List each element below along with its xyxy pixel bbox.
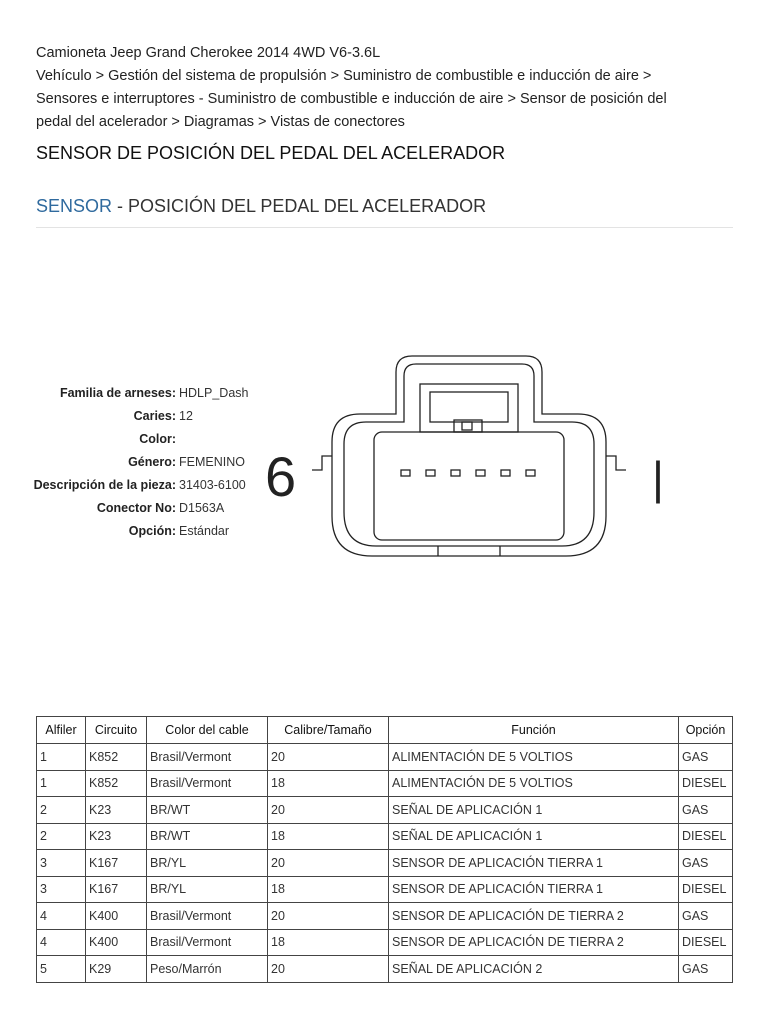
info-row-connector-number xyxy=(0,499,260,522)
cell-pin: 4 xyxy=(37,929,86,956)
cell-function: ALIMENTACIÓN DE 5 VOLTIOS xyxy=(389,770,679,797)
table-row xyxy=(37,770,733,797)
info-label: Familia de arneses: xyxy=(59,386,176,400)
cell-gauge: 20 xyxy=(268,903,389,930)
table-row xyxy=(37,744,733,771)
table-row xyxy=(37,929,733,956)
cell-pin: 3 xyxy=(37,876,86,903)
pin-cavity-6 xyxy=(526,470,535,476)
col-header-wire-color: Color del cable xyxy=(147,717,268,744)
pin-cavity-1 xyxy=(401,470,410,476)
cell-pin: 1 xyxy=(37,744,86,771)
pin-cavity-5 xyxy=(501,470,510,476)
info-row-option xyxy=(0,522,260,545)
cell-wire-color: BR/WT xyxy=(147,797,268,824)
info-value: 12 xyxy=(179,409,193,423)
cell-option: DIESEL xyxy=(679,823,733,850)
col-header-function: Función xyxy=(389,717,679,744)
cell-pin: 2 xyxy=(37,823,86,850)
page-title: SENSOR DE POSICIÓN DEL PEDAL DEL ACELERADOR xyxy=(36,143,506,163)
cell-circuit: K29 xyxy=(86,956,147,983)
connector-diagram xyxy=(262,352,682,567)
cell-function: SEÑAL DE APLICACIÓN 1 xyxy=(389,823,679,850)
info-row-cavities xyxy=(0,407,260,430)
cell-gauge: 20 xyxy=(268,797,389,824)
col-header-pin: Alfiler xyxy=(37,717,86,744)
breadcrumb xyxy=(36,42,726,134)
cell-function: SENSOR DE APLICACIÓN TIERRA 1 xyxy=(389,850,679,877)
cell-gauge: 20 xyxy=(268,850,389,877)
cell-circuit: K23 xyxy=(86,797,147,824)
section-divider xyxy=(36,227,733,228)
cell-pin: 1 xyxy=(37,770,86,797)
breadcrumb-path-line-2[interactable]: Sensores e interruptores - Suministro de combustible e inducción de aire > Sensor de posición del xyxy=(36,91,667,107)
cell-circuit: K400 xyxy=(86,929,147,956)
cell-pin: 4 xyxy=(37,903,86,930)
cell-gauge: 18 xyxy=(268,929,389,956)
cell-function: ALIMENTACIÓN DE 5 VOLTIOS xyxy=(389,744,679,771)
cell-option: GAS xyxy=(679,850,733,877)
cell-gauge: 20 xyxy=(268,956,389,983)
cell-circuit: K167 xyxy=(86,876,147,903)
info-label: Conector No: xyxy=(96,501,176,515)
info-row-gender xyxy=(0,453,260,476)
cell-pin: 5 xyxy=(37,956,86,983)
cell-wire-color: BR/WT xyxy=(147,823,268,850)
cell-pin: 3 xyxy=(37,850,86,877)
info-row-harness-family xyxy=(0,384,260,407)
col-header-circuit: Circuito xyxy=(86,717,147,744)
pin-label-left: 6 xyxy=(265,445,297,508)
connector-housing-outer xyxy=(332,356,606,556)
cell-option: GAS xyxy=(679,956,733,983)
info-label: Descripción de la pieza: xyxy=(33,478,176,492)
pin-label-right: | xyxy=(652,452,664,504)
section-title-rest: - POSICIÓN DEL PEDAL DEL ACELERADOR xyxy=(112,196,487,216)
cell-wire-color: Brasil/Vermont xyxy=(147,929,268,956)
cell-gauge: 18 xyxy=(268,823,389,850)
housing-right-step xyxy=(606,456,626,470)
info-value: D1563A xyxy=(179,501,225,515)
col-header-gauge: Calibre/Tamaño xyxy=(268,717,389,744)
table-header-row xyxy=(37,717,733,744)
section-title xyxy=(36,196,486,217)
breadcrumb-vehicle-line[interactable]: Camioneta Jeep Grand Cherokee 2014 4WD V6-3.6L xyxy=(36,45,381,61)
cell-wire-color: BR/YL xyxy=(147,876,268,903)
cell-function: SENSOR DE APLICACIÓN TIERRA 1 xyxy=(389,876,679,903)
cell-option: GAS xyxy=(679,797,733,824)
cell-function: SEÑAL DE APLICACIÓN 1 xyxy=(389,797,679,824)
info-label: Género: xyxy=(128,455,176,469)
cell-option: DIESEL xyxy=(679,770,733,797)
info-label: Color: xyxy=(139,432,176,446)
table-row xyxy=(37,797,733,824)
cell-circuit: K23 xyxy=(86,823,147,850)
cell-circuit: K400 xyxy=(86,903,147,930)
pin-cavity-4 xyxy=(476,470,485,476)
section-title-accent: SENSOR xyxy=(36,196,113,216)
cell-gauge: 18 xyxy=(268,770,389,797)
cell-wire-color: BR/YL xyxy=(147,850,268,877)
breadcrumb-path-line-1[interactable]: Vehículo > Gestión del sistema de propulsión > Suministro de combustible e inducción de aire > xyxy=(36,68,652,84)
cell-function: SENSOR DE APLICACIÓN DE TIERRA 2 xyxy=(389,929,679,956)
latch-outer xyxy=(420,384,518,432)
latch-key xyxy=(462,422,472,430)
cell-option: DIESEL xyxy=(679,929,733,956)
info-row-part-description xyxy=(0,476,260,499)
cell-gauge: 18 xyxy=(268,876,389,903)
info-row-color xyxy=(0,430,260,453)
cell-option: DIESEL xyxy=(679,876,733,903)
cell-circuit: K167 xyxy=(86,850,147,877)
pin-cavity-frame xyxy=(374,432,564,540)
pin-cavity-2 xyxy=(426,470,435,476)
cell-circuit: K852 xyxy=(86,770,147,797)
info-value: Estándar xyxy=(179,524,230,538)
cell-function: SEÑAL DE APLICACIÓN 2 xyxy=(389,956,679,983)
cell-wire-color: Brasil/Vermont xyxy=(147,744,268,771)
table-row xyxy=(37,903,733,930)
housing-left-step xyxy=(312,456,332,470)
pinout-table xyxy=(36,716,733,983)
info-label: Opción: xyxy=(128,524,176,538)
latch-inner xyxy=(430,392,508,422)
cell-function: SENSOR DE APLICACIÓN DE TIERRA 2 xyxy=(389,903,679,930)
table-row xyxy=(37,876,733,903)
pin-cavity-3 xyxy=(451,470,460,476)
info-value: HDLP_Dash xyxy=(179,386,249,400)
cell-wire-color: Peso/Marrón xyxy=(147,956,268,983)
cell-pin: 2 xyxy=(37,797,86,824)
cell-wire-color: Brasil/Vermont xyxy=(147,770,268,797)
cell-gauge: 20 xyxy=(268,744,389,771)
table-row xyxy=(37,956,733,983)
info-value: FEMENINO xyxy=(179,455,245,469)
cell-circuit: K852 xyxy=(86,744,147,771)
col-header-option: Opción xyxy=(679,717,733,744)
info-value: 31403-6100 xyxy=(179,478,246,492)
connector-info xyxy=(0,384,260,545)
table-row xyxy=(37,850,733,877)
cell-option: GAS xyxy=(679,903,733,930)
table-row xyxy=(37,823,733,850)
cell-option: GAS xyxy=(679,744,733,771)
cell-wire-color: Brasil/Vermont xyxy=(147,903,268,930)
breadcrumb-path-line-3[interactable]: pedal del acelerador > Diagramas > Vistas de conectores xyxy=(36,114,405,130)
info-label: Caries: xyxy=(133,409,176,423)
connector-housing-inner xyxy=(344,364,594,546)
